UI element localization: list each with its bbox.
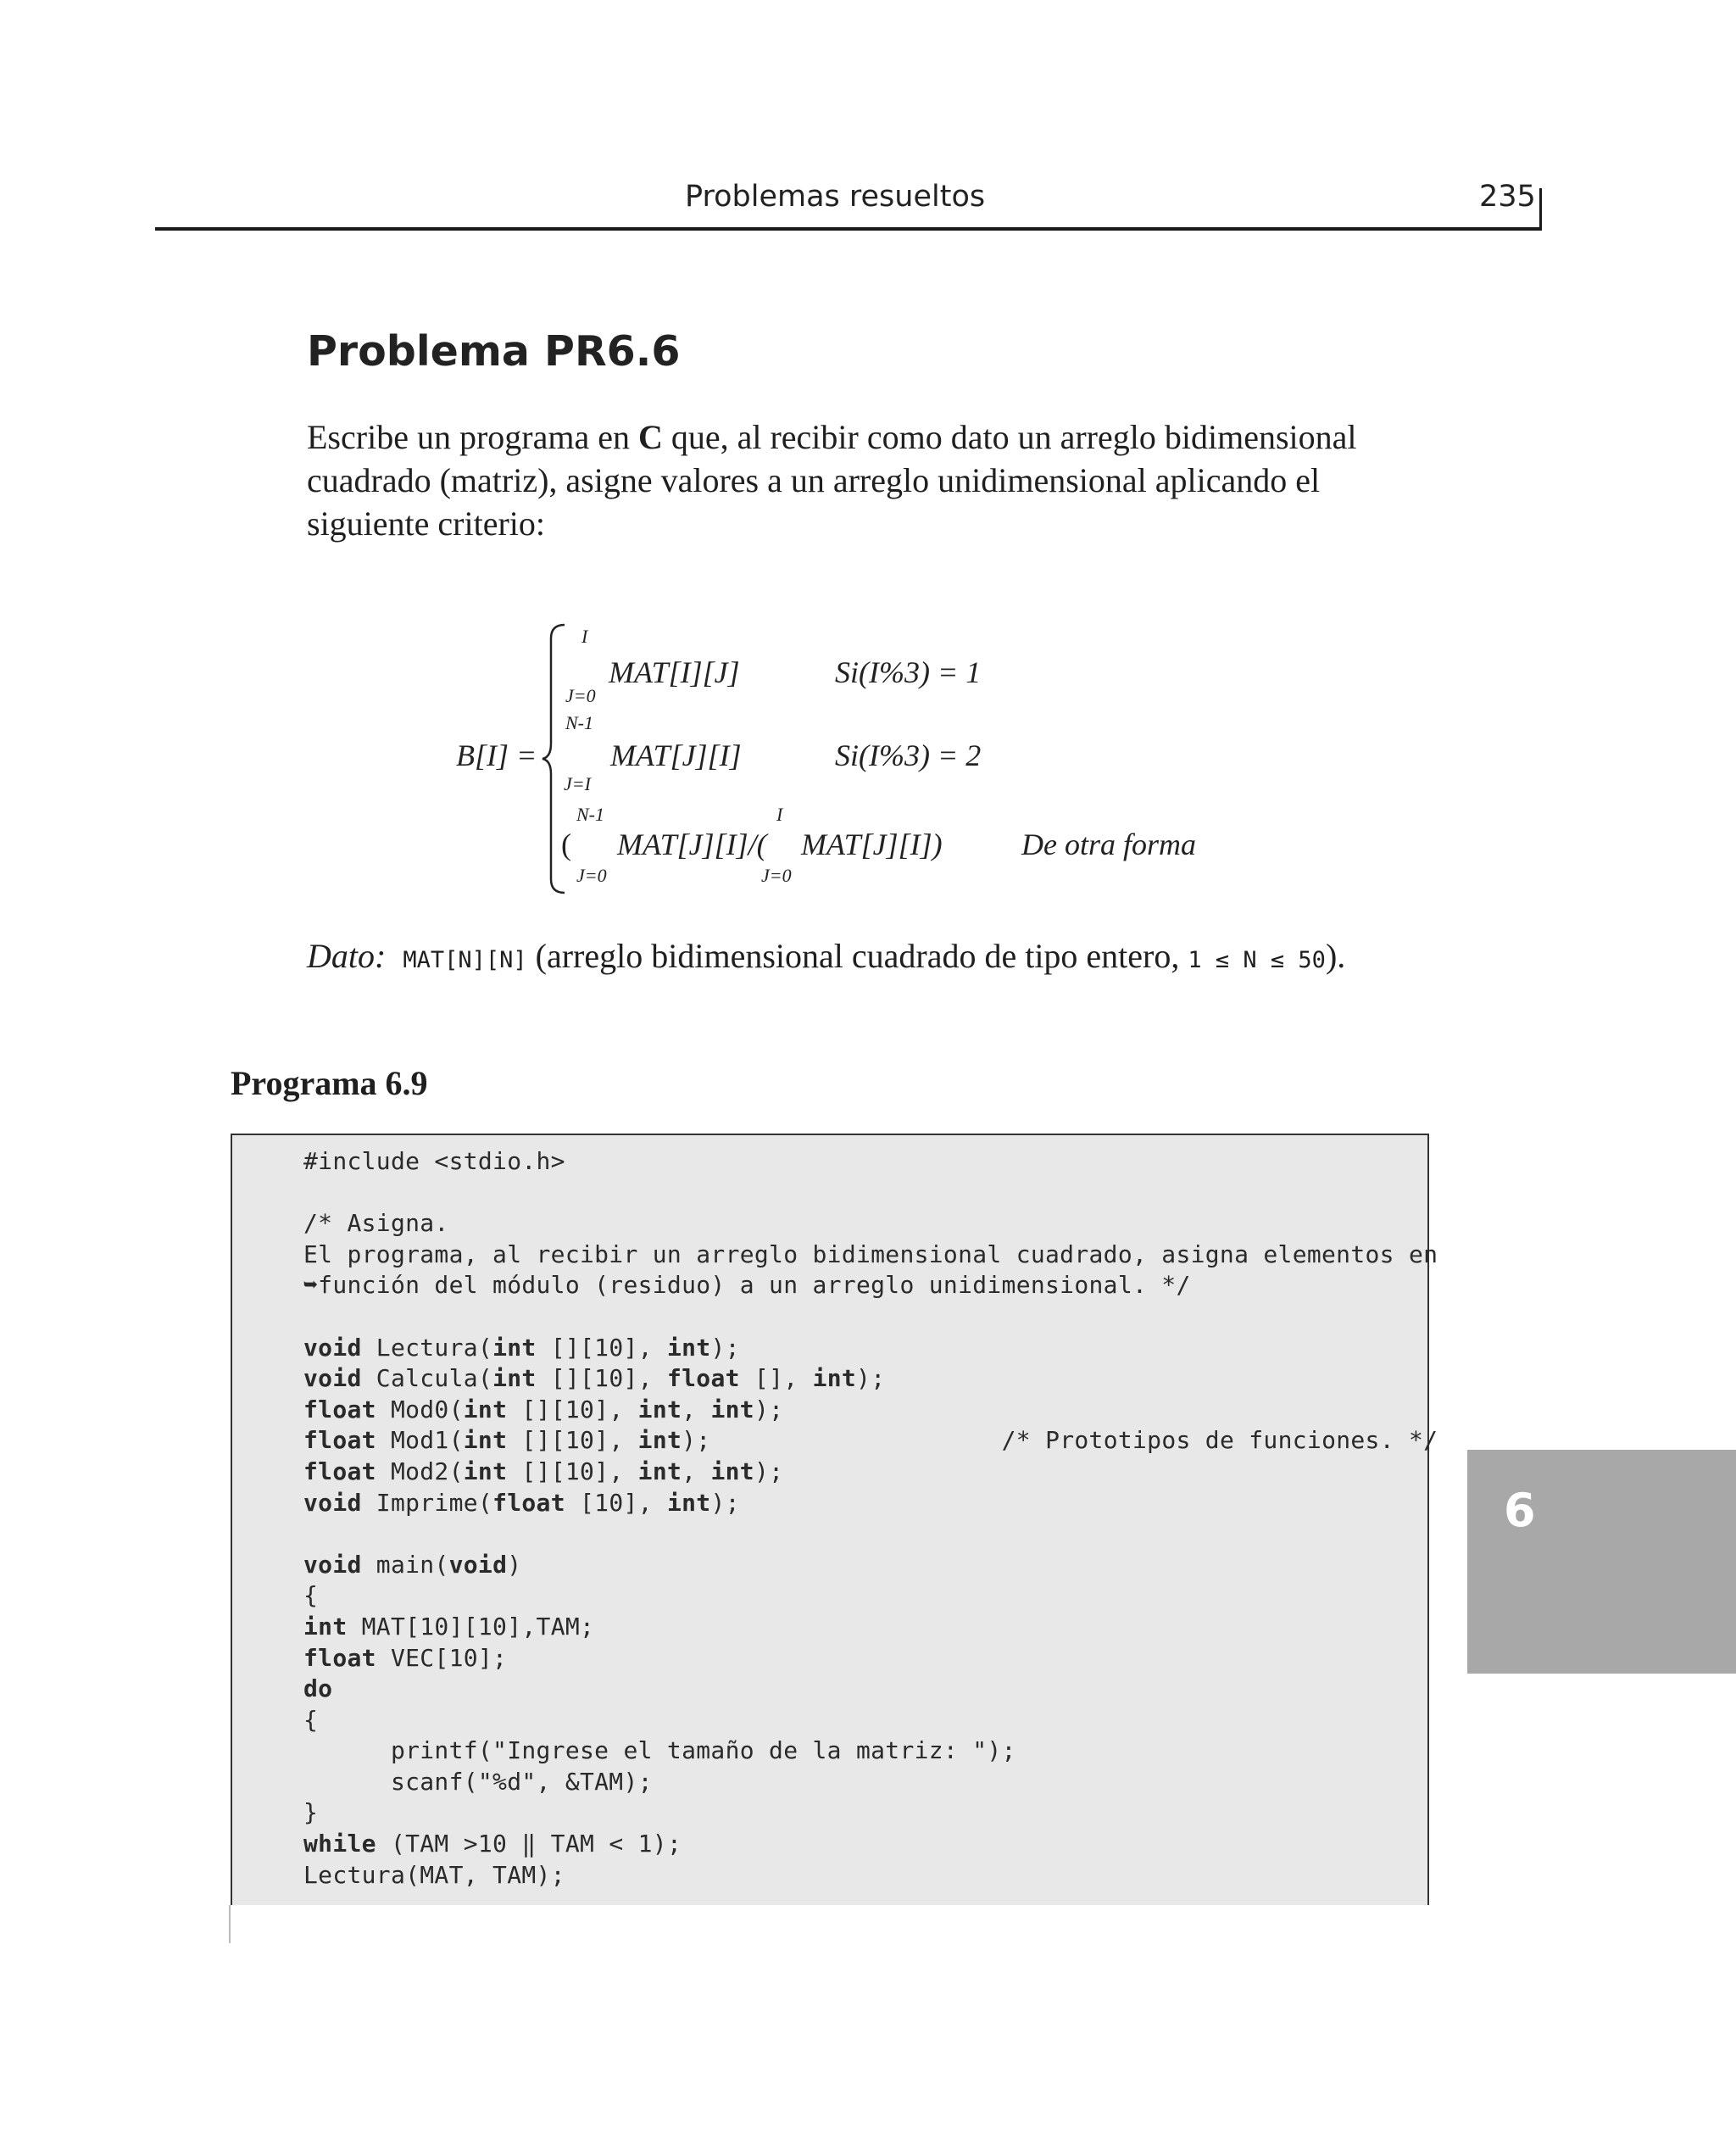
code-keyword: void xyxy=(303,1550,362,1579)
code-line: float Mod1(int [][10], int); /* Prototipos de funciones. */ xyxy=(303,1426,1438,1455)
code-line: ➥función del módulo (residuo) a un arreglo unidimensional. */ xyxy=(303,1271,1191,1300)
case3-upper-limit-2: I xyxy=(776,804,783,825)
code-keyword: void xyxy=(448,1550,508,1579)
code-line xyxy=(303,1674,1438,1705)
case2-upper-limit: N-1 xyxy=(565,712,593,733)
statement-text-2: que, al recibir como dato un arreglo bidimensional cuadrado (matriz), asigne valores a un arreglo unidimensional aplicando el siguiente criterio: xyxy=(307,418,1357,543)
code-line: float Mod0(int [][10], int, int); xyxy=(303,1395,784,1423)
page-number: 235 xyxy=(1479,180,1536,214)
code-line: void main(void) xyxy=(303,1550,522,1579)
code-line: int MAT[10][10],TAM; xyxy=(303,1612,595,1641)
case1-upper-limit: I xyxy=(581,626,588,647)
case3-lower-limit-1: J=0 xyxy=(576,865,607,886)
code-line: printf("Ingrese el tamaño de la matriz: "); xyxy=(303,1736,1016,1765)
case2-expression: MAT[J][I] xyxy=(610,738,742,772)
code-keyword: float xyxy=(303,1426,376,1455)
code-line: #include <stdio.h> xyxy=(303,1147,565,1175)
code-box-tail xyxy=(229,1905,231,1943)
dato-range: 1 ≤ N ≤ 50 xyxy=(1188,947,1326,973)
dato-label: Dato: xyxy=(307,937,387,975)
code-keyword: int xyxy=(637,1395,682,1423)
code-line: float VEC[10]; xyxy=(303,1643,508,1672)
code-keyword: int xyxy=(303,1612,348,1641)
code-keyword: int xyxy=(812,1364,857,1393)
code-keyword: float xyxy=(303,1457,376,1485)
code-keyword: int xyxy=(492,1364,537,1393)
case3-open-paren: ( xyxy=(561,827,571,861)
case3-condition: De otra forma xyxy=(1021,827,1196,861)
code-keyword: int xyxy=(637,1457,682,1485)
code-line: void Lectura(int [][10], int); xyxy=(303,1333,740,1362)
chapter-tab-number: 6 xyxy=(1504,1484,1536,1537)
code-line: { xyxy=(303,1581,319,1610)
code-line: while (TAM >10 ‖ TAM < 1); xyxy=(303,1830,682,1858)
code-keyword: int xyxy=(666,1333,711,1362)
formula-lhs: B[I] = xyxy=(456,738,537,772)
code-line: void Imprime(float [10], int); xyxy=(303,1488,740,1517)
code-line: void Calcula(int [][10], float [], int); xyxy=(303,1364,886,1393)
code-keyword: int xyxy=(463,1457,508,1485)
code-line xyxy=(303,1518,1438,1550)
code-keyword: void xyxy=(303,1333,362,1362)
dato-line xyxy=(307,936,1345,976)
code-line: Lectura(MAT, TAM); xyxy=(303,1860,565,1889)
running-header: Problemas resueltos xyxy=(685,180,986,214)
dato-text: (arreglo bidimensional cuadrado de tipo entero, xyxy=(526,937,1188,975)
code-line: /* Asigna. xyxy=(303,1209,449,1238)
code-keyword: int xyxy=(637,1426,682,1455)
dato-code: MAT[N][N] xyxy=(403,947,527,973)
piecewise-formula xyxy=(0,610,1736,899)
case3-expression-2: MAT[J][I]) xyxy=(801,827,943,861)
code-keyword: int xyxy=(710,1457,754,1485)
code-keyword: do xyxy=(303,1674,333,1703)
statement-text-1: Escribe un programa en xyxy=(307,418,638,456)
case1-expression: MAT[I][J] xyxy=(609,655,740,689)
code-listing xyxy=(303,1146,1438,1891)
case2-lower-limit: J=I xyxy=(564,773,591,794)
program-label: Programa 6.9 xyxy=(231,1064,428,1102)
header-rule xyxy=(155,227,1542,231)
code-line xyxy=(303,1178,1438,1209)
case1-condition: Si(I%3) = 1 xyxy=(835,655,982,689)
code-keyword: float xyxy=(303,1643,376,1672)
code-keyword: int xyxy=(492,1333,537,1362)
case3-upper-limit-1: N-1 xyxy=(576,804,604,825)
code-keyword: int xyxy=(710,1395,754,1423)
case1-lower-limit: J=0 xyxy=(565,685,596,706)
code-line: scanf("%d", &TAM); xyxy=(303,1767,653,1796)
case2-condition: Si(I%3) = 2 xyxy=(835,738,982,772)
code-keyword: int xyxy=(666,1488,711,1517)
problem-title: Problema PR6.6 xyxy=(307,327,681,376)
case3-lower-limit-2: J=0 xyxy=(761,865,792,886)
code-keyword: void xyxy=(303,1488,362,1517)
code-line xyxy=(303,1301,1438,1333)
case3-expression-1: MAT[J][I]/( xyxy=(617,827,767,861)
dato-end: ). xyxy=(1325,937,1346,975)
code-line: El programa, al recibir un arreglo bidimensional cuadrado, asigna elementos en xyxy=(303,1240,1438,1268)
code-keyword: int xyxy=(463,1426,508,1455)
code-line: } xyxy=(303,1798,319,1827)
code-keyword: int xyxy=(463,1395,508,1423)
code-keyword: void xyxy=(303,1364,362,1393)
code-line: float Mod2(int [][10], int, int); xyxy=(303,1457,784,1485)
code-keyword: float xyxy=(666,1364,740,1393)
code-line: { xyxy=(303,1705,319,1734)
code-keyword: float xyxy=(303,1395,376,1423)
problem-statement xyxy=(307,415,1400,545)
statement-bold-c: C xyxy=(637,418,663,456)
code-keyword: float xyxy=(492,1488,565,1517)
code-keyword: while xyxy=(303,1830,376,1858)
header-tick xyxy=(1539,188,1542,231)
